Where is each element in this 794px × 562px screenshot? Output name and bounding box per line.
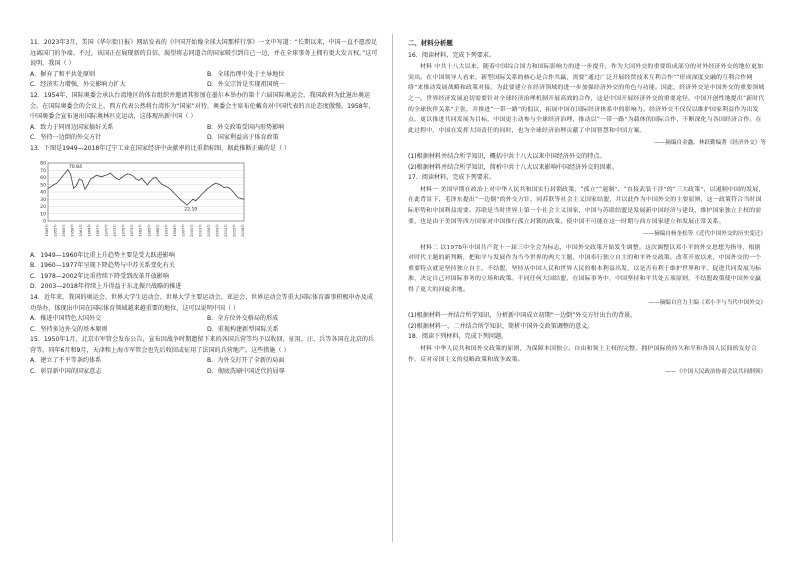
data-point (141, 177, 142, 178)
q13-option-c: C．1978—2002年比重持续下降受到改革开放影响 (30, 272, 169, 280)
data-point (147, 184, 148, 185)
q12-option-b: B．外交政策受国内形势影响 (207, 123, 285, 131)
y-tick-label: 30 (40, 197, 46, 203)
data-point (96, 174, 97, 175)
x-tick-label: 1979年 (130, 223, 135, 237)
question-17-material-1: 材料一 美国早期在政治上对中华人民共和国实行封锁政策，“孤立”“遏制”、“直接武装干涉”的“三大政策”，以遏制中国的发展，在此背景下，毛泽东提出“一边倒”的外交方针，同苏联等社会主义国家结盟，并以此作为中国外交的主要原则，这一政策符合当时国际形势和中国利益需要。苏联是当时世界上第一个社会主义国家，中国与苏联结盟是发展新中国经济与建设、维护国家独立主权的需要，也是由于美国等西方国家对中国推行孤立封锁的政策，使中国不可能在这一时期与西方国家建立和发展正常关系。 (408, 186, 765, 225)
question-15-options (30, 356, 378, 377)
x-tick-label: 1982年 (138, 223, 143, 237)
question-15-stem: 15．1950年1月，北京市军管会发布公告，宣布因战争时期遗留下来的各国兵营等均予以收回、征用，汪、兵等各国在北京的兵营等，同年6月和9月，天津和上海市军管会也先后收回或征用了法国的兵营地产。这些措施（ ） (30, 336, 375, 354)
question-14-stem: 14．近年来，我国的奥运会、世界大学生运动会、世界大学主要运动会、亚运会、世界运动会等重大国际体育赛事积极申办及成功举办，体现出中国在国际体育领域越来越重要的地位，这可以说明中国（ ） (30, 293, 373, 312)
data-point (158, 180, 159, 181)
data-point (48, 187, 49, 188)
data-point (121, 177, 122, 178)
data-point (113, 175, 114, 176)
data-point (241, 198, 242, 199)
column-divider (392, 34, 393, 542)
data-point (133, 175, 134, 176)
series-line (48, 169, 244, 204)
data-point (184, 202, 185, 203)
q12-option-d: D．国家利益高于体育政策 (207, 134, 279, 142)
question-11-stem: 11．2023年3月，美国《华尔街日报》网站发表的《中国开始像全球大国那样行事》一文中写道：“长期以来，中国一直不愿涉足远离国门的争端。不过，该国正在展现新的自信，渴望将志同道合的国家吸引到自己一边，并在全球事务上拥有更大发言权。”这可说明，我国（ ） (30, 39, 378, 68)
data-point (59, 179, 60, 180)
x-tick-label: 2000年 (189, 223, 194, 237)
left-column (30, 38, 378, 378)
question-16-ask-2: (2)根据材料并结合所学知识，简析中共十八大以来影响中国经济外交的因素。 (408, 163, 618, 171)
data-point (130, 174, 131, 175)
q15-option-b: B．为外交打开了全新的局面 (207, 357, 285, 365)
data-point (53, 184, 54, 185)
y-tick-label: 50 (40, 182, 46, 188)
data-point (56, 182, 57, 183)
data-point (207, 188, 208, 189)
q13-option-b: B．1960—1977年呈现下降趋势与中苏关系变化有关 (30, 262, 175, 270)
data-point (127, 173, 128, 174)
data-point (107, 174, 108, 175)
x-tick-label: 1973年 (113, 223, 118, 237)
question-17-source-2: ——摘编自宫力主编《邓小平与当代中国外交》 (648, 299, 766, 306)
q14-option-d: D．重视构建新型国际关系 (207, 325, 279, 333)
x-tick-label: 1955年 (62, 223, 67, 237)
x-tick-label: 1985年 (147, 223, 152, 237)
data-point (170, 188, 171, 189)
x-tick-label: 2003年 (198, 223, 203, 237)
y-tick-label: 10 (40, 211, 46, 217)
x-tick-label: 1961年 (79, 223, 84, 237)
question-17-stem: 17．阅读材料，完成下列要求。 (408, 174, 495, 182)
q14-option-c: C．坚持多边外交的基本原则 (30, 325, 108, 333)
x-tick-label: 2009年 (215, 223, 220, 237)
data-point (244, 198, 245, 199)
q15-option-c: C．彰显新中国的国家意志 (30, 368, 102, 376)
q11-option-a: A．摒弃了和平共处原则 (30, 70, 96, 78)
data-point (73, 187, 74, 188)
data-point (144, 181, 145, 182)
data-point (187, 204, 188, 205)
x-tick-label: 1991年 (164, 223, 169, 237)
data-point (136, 178, 137, 179)
data-point (93, 177, 94, 178)
x-tick-label: 1958年 (70, 223, 75, 237)
right-column (408, 38, 766, 381)
y-tick-label: 20 (40, 204, 46, 210)
y-tick-label: 60 (40, 175, 46, 181)
question-12-stem: 12．1954年，国际奥委会承认台湾地区的体育组织并邀请其参加在墨尔本举办的第十六届国际奥运会，我国政府为此退出奥运会。在国际奥委会的会议上，西方代表公然将台湾作为“国家”对待，奥委会主席布伦戴奇对中国代表的言论态度傲慢。1958年，中国奥委会宣布退出国际奥林匹克运动，这体现出新中国（ ） (30, 91, 375, 121)
data-point (175, 194, 176, 195)
data-point (209, 186, 210, 187)
x-tick-label: 1994年 (172, 223, 177, 237)
question-17-ask-2: (2)根据材料一、二并结合所学知识，简析中国外交政策调整的意义。 (408, 322, 594, 330)
data-point (50, 186, 51, 187)
question-17-ask-1: (1)根据材料一并结合所学知识，分析新中国成立初期“一边倒”外交方针出台的背景。 (408, 312, 637, 320)
data-point (212, 184, 213, 185)
data-point (119, 179, 120, 180)
q14-option-a: A．推进中国特色大国外交 (30, 315, 102, 323)
data-point (178, 197, 179, 198)
question-16-stem: 16．阅读材料，完成下列要求。 (408, 51, 495, 59)
q15-option-a: A．建立了不平等条约体系 (30, 357, 102, 365)
y-tick-label: 40 (40, 190, 46, 196)
x-tick-label: 2018年 (241, 223, 245, 237)
peak-data-label: 70.84 (68, 164, 83, 170)
data-point (204, 191, 205, 192)
x-tick-label: 2006年 (206, 223, 211, 237)
data-point (195, 200, 196, 201)
data-point (238, 197, 239, 198)
data-point (181, 200, 182, 201)
question-18-stem: 18．阅读下列材料，完成下列问题。 (408, 333, 508, 341)
data-point (218, 183, 219, 184)
x-tick-label: 1952年 (53, 223, 58, 237)
question-18-material: 材料 中华人民共和国外交政策的原则，为保障本国独立、自由和领土主权的完整，拥护国际的持久和平和各国人民间的友好合作，反对帝国主义的侵略政策和战争政策。 (408, 346, 758, 363)
line-chart-svg (30, 157, 250, 249)
q12-option-a: A．致力于同周边国家搞好关系 (30, 123, 114, 131)
data-point (79, 178, 80, 179)
data-point (224, 187, 225, 188)
data-point (155, 177, 156, 178)
q15-option-d: D．彻底洗刷中国近代的屈辱 (207, 368, 285, 376)
data-point (90, 178, 91, 179)
q11-option-c: C．经济实力增强，外交影响力扩大 (30, 81, 126, 89)
y-tick-label: 70 (40, 168, 46, 174)
question-17-material-2: 材料二 以1978年中国共产党十一届三中全会为标志，中国外交政策开始发生调整。这次调整以邓小平的外交思想为指导，根据对时代主题的新判断，把和平与发展作为当今世界的两大主题，中国奉行独立自主的和平外交政策。改革开放以来，中国外交的一个重要特点就是坚持独立自主、不结盟，坚持从中国人民和世界人民的根本利益出发，以是否有利于维护世界和平、促进共同发展为标准，决定自己对国际事务的立场和政策。不同任何大国结盟，在国际事务中，中国坚持和平共处五项原则，不结盟政策使中国外交赢得了更大的回旋余地。 (408, 244, 762, 294)
data-point (173, 191, 174, 192)
data-point (124, 174, 125, 175)
data-point (190, 201, 191, 202)
q12-option-c: C．坚持一边倒的外交方针 (30, 134, 102, 142)
data-point (76, 185, 77, 186)
data-point (167, 186, 168, 187)
data-point (227, 186, 228, 187)
data-point (110, 172, 111, 173)
data-point (150, 180, 151, 181)
data-point (87, 184, 88, 185)
x-tick-label: 1967年 (96, 223, 101, 237)
data-point (164, 185, 165, 186)
y-tick-label: 80 (40, 161, 46, 167)
data-point (161, 183, 162, 184)
data-point (235, 194, 236, 195)
data-point (99, 175, 100, 176)
industry-contribution-chart (30, 157, 250, 249)
y-tick-label: 0 (43, 219, 46, 225)
x-tick-label: 2015年 (232, 223, 237, 237)
data-point (229, 187, 230, 188)
data-point (70, 174, 71, 175)
data-point (65, 172, 66, 173)
data-point (116, 177, 117, 178)
data-point (138, 179, 139, 180)
question-13-stem: 13．下图是1949—2018年辽宁工业在国家经济中贡献率的比重指标图，据此推断正确的是（ ） (30, 144, 291, 152)
question-17-source-1: ——摘编自杨奎松等《近代中国外交的历史变迁》 (642, 231, 766, 238)
q14-option-b: B．全方位外交格局的形成 (207, 315, 279, 323)
question-16-material: 材料 中共十八大以来，随着中国综合国力和国际影响力的进一步提升，作为大国外交的重要组成部分的对外经济外交的地位更加突出。在中国领导人看来，新型国际关系的核心是合作共赢，需要“通过广泛开展经贸技术互利合作”“形成深度交融的互利合作网络”来推动发展战略和政策对接。为此要建立在经济领域的进一步加强经济外交的角色与功能。因此，经济外交是中国外交的重要领域之一。世界经济发展迫切需要针对全球经济治理机制开展高效的合作，这是中国开展经济外交的重要途径。中国开创性地提出“新时代的全球伙伴关系”主张，并推进“一带一路”的倡议，拓展中国在国际经济体系中的影响力。经济外交不仅仅以维护国家利益作为出发点，更以推进共同发展为目标，中国更主动参与全球经济治理，推动以“一带一路”为载体的国际合作，不断深化与各国经济合作。在此过程中，中国在发挥大国责任的同时，也为全球经济治理贡献了中国智慧和中国方案。 (408, 64, 765, 134)
data-point (232, 190, 233, 191)
data-point (82, 179, 83, 180)
question-16-ask-1: (1)根据材料并结合所学知识，概括中共十八大以来中国经济外交的特点。 (408, 152, 606, 160)
data-point (62, 176, 63, 177)
data-point (104, 174, 105, 175)
x-tick-label: 1988年 (155, 223, 160, 237)
data-point (221, 185, 222, 186)
section-heading: 二、材料分析题 (408, 39, 453, 47)
data-point (153, 177, 154, 178)
question-12-options (30, 123, 378, 144)
q13-option-d: D．2003—2018年持续上升得益于东北振兴战略的推进 (30, 283, 182, 291)
data-point (198, 197, 199, 198)
q11-option-b: B．全球治理中处于主导地位 (207, 70, 285, 78)
x-tick-label: 1964年 (87, 223, 92, 237)
question-14-options (30, 314, 378, 335)
data-point (192, 198, 193, 199)
x-tick-label: 2012年 (223, 223, 228, 237)
q11-option-d: D．外交宗旨是实现祖国统一 (207, 81, 285, 89)
question-16-source: ——摘编自金鑫、林跃勤编著《经济外交》等 (654, 140, 766, 147)
x-tick-label: 1949年 (45, 223, 49, 237)
trough-data-label: 22.10 (184, 207, 198, 213)
data-point (102, 176, 103, 177)
question-18-source: ——《中国人民政治协商会议共同纲领》 (665, 369, 766, 376)
data-point (215, 182, 216, 183)
data-point (84, 188, 85, 189)
question-13-options (30, 251, 378, 293)
q13-option-a: A．1949—1960年比重上升趋势主要是受大跃进影响 (30, 251, 175, 259)
x-tick-label: 1976年 (121, 223, 126, 237)
x-tick-label: 1970年 (104, 223, 109, 237)
data-point (201, 194, 202, 195)
x-tick-label: 1997年 (181, 223, 186, 237)
question-11-options (30, 70, 378, 91)
